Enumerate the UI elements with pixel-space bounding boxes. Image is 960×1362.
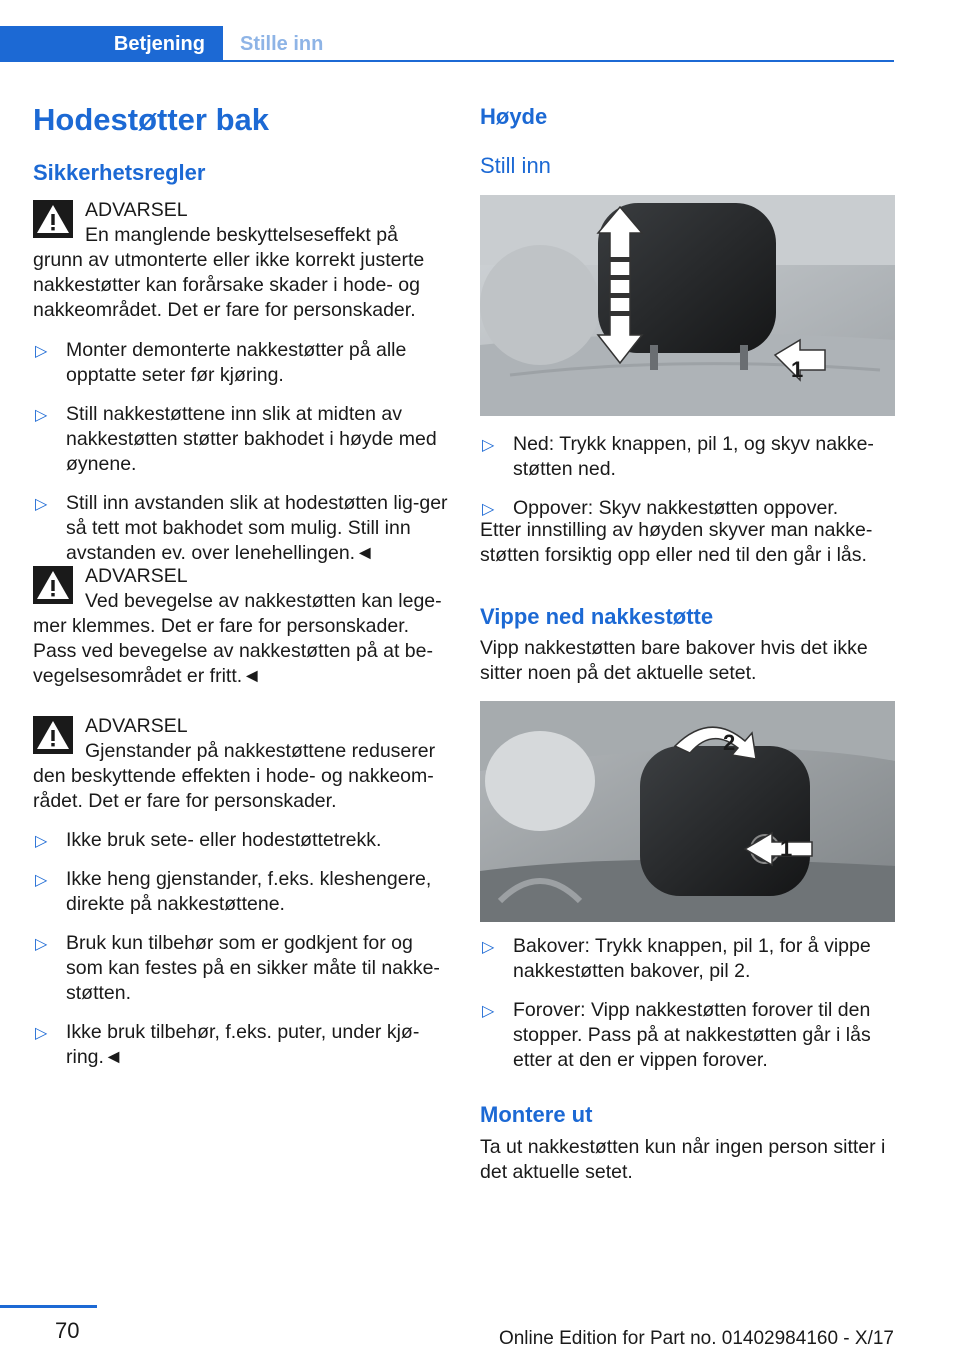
- headrest-tilt-photo: [480, 701, 895, 922]
- list-item: ▷ Still nakkestøttene inn slik at midten av nakkestøtten støtter bakhodet i høyde med øynene.: [35, 403, 437, 475]
- list-item: ▷ Ned: Trykk knappen, pil 1, og skyv nakke-støtten ned.: [482, 433, 874, 480]
- triangle-right-icon: ▷: [35, 1025, 48, 1042]
- figure-label-1: 1: [791, 357, 804, 382]
- list-item: ▷ Bakover: Trykk knappen, pil 1, for å vippe nakkestøtten bakover, pil 2.: [482, 935, 871, 982]
- list-item: ▷ Still inn avstanden slik at hodestøtten lig-ger så tett mot bakhodet som mulig. Still inn avstanden ev. over lenehellingen.◄: [35, 492, 448, 564]
- triangle-right-icon: ▷: [35, 833, 48, 850]
- safety-list-1: [33, 338, 448, 580]
- page-number: 70: [55, 1318, 80, 1343]
- triangle-right-icon: ▷: [35, 343, 48, 360]
- warning-text: En manglende beskyttelseseffekt på grunn av utmonterte eller ikke korrekt justerte nakkestøtter kan forårsake skader i hode- og nakkeområdet. Det er fare for personskader.: [33, 224, 425, 321]
- warning-label: ADVARSEL: [85, 199, 188, 221]
- height-paragraph: Etter innstilling av høyden skyver man nakke-støtten forsiktig opp eller ned til den går i lås.: [480, 519, 873, 566]
- list-item: ▷ Ikke bruk tilbehør, f.eks. puter, under kjø-ring.◄: [35, 1021, 420, 1068]
- list-item: ▷ Ikke bruk sete- eller hodestøttetrekk.: [33, 828, 448, 853]
- section-heading-remove: Montere ut: [480, 1102, 593, 1127]
- list-item: ▷ Monter demonterte nakkestøtter på alle opptatte seter før kjøring.: [35, 339, 407, 386]
- figure-label-2: 2: [723, 730, 736, 755]
- safety-list-2: [33, 828, 448, 1084]
- triangle-right-icon: ▷: [482, 1003, 495, 1020]
- tilt-list: [480, 934, 895, 1087]
- warning-label: ADVARSEL: [85, 715, 188, 737]
- list-item: ▷ Forover: Vipp nakkestøtten forover til den stopper. Pass på at nakkestøtten går i lås etter at den er vippen forover.: [482, 999, 871, 1071]
- headrest-height-photo: [480, 195, 895, 416]
- tab-stille-inn[interactable]: Stille inn: [240, 32, 324, 55]
- triangle-right-icon: ▷: [35, 496, 48, 513]
- edition-text: Online Edition for Part no. 01402984160 - X/17: [498, 1328, 894, 1349]
- section-heading-height: Høyde: [480, 104, 548, 129]
- triangle-right-icon: ▷: [35, 872, 48, 889]
- remove-paragraph: Ta ut nakkestøtten kun når ingen person sitter i det aktuelle setet.: [480, 1136, 886, 1183]
- list-item: ▷ Oppover: Skyv nakkestøtten oppover.: [480, 496, 895, 521]
- warning-text: Ved bevegelse av nakkestøtten kan lege-mer klemmes. Det er fare for personskader. Pass ved bevegelse av nakkestøtten på at be-vegelsesområdet er fritt.◄: [33, 590, 442, 687]
- section-heading-safety: Sikkerhetsregler: [33, 160, 206, 185]
- list-item: ▷ Bruk kun tilbehør som er godkjent for og som kan festes på en sikker måte til nakke-støtten.: [35, 932, 440, 1004]
- triangle-right-icon: ▷: [35, 936, 48, 953]
- triangle-right-icon: ▷: [482, 939, 495, 956]
- triangle-right-icon: ▷: [482, 501, 495, 518]
- tab-betjening[interactable]: Betjening: [0, 26, 223, 62]
- footer-rule: [0, 1305, 97, 1308]
- triangle-right-icon: ▷: [482, 437, 495, 454]
- figure-label-1: 1: [780, 836, 793, 861]
- triangle-right-icon: ▷: [35, 407, 48, 424]
- page-title: Hodestøtter bak: [33, 102, 269, 137]
- subsection-heading-adjust: Still inn: [480, 153, 551, 178]
- header-bar: [0, 26, 894, 62]
- warning-label: ADVARSEL: [85, 565, 188, 587]
- section-heading-tilt: Vippe ned nakkestøtte: [480, 604, 714, 629]
- tilt-paragraph: Vipp nakkestøtten bare bakover hvis det ikke sitter noen på det aktuelle setet.: [480, 637, 868, 684]
- list-item: ▷ Ikke heng gjenstander, f.eks. kleshengere, direkte på nakkestøttene.: [35, 868, 432, 915]
- warning-text: Gjenstander på nakkestøttene reduserer den beskyttende effekten i hode- og nakkeom-rådet. Det er fare for personskader.: [33, 740, 436, 812]
